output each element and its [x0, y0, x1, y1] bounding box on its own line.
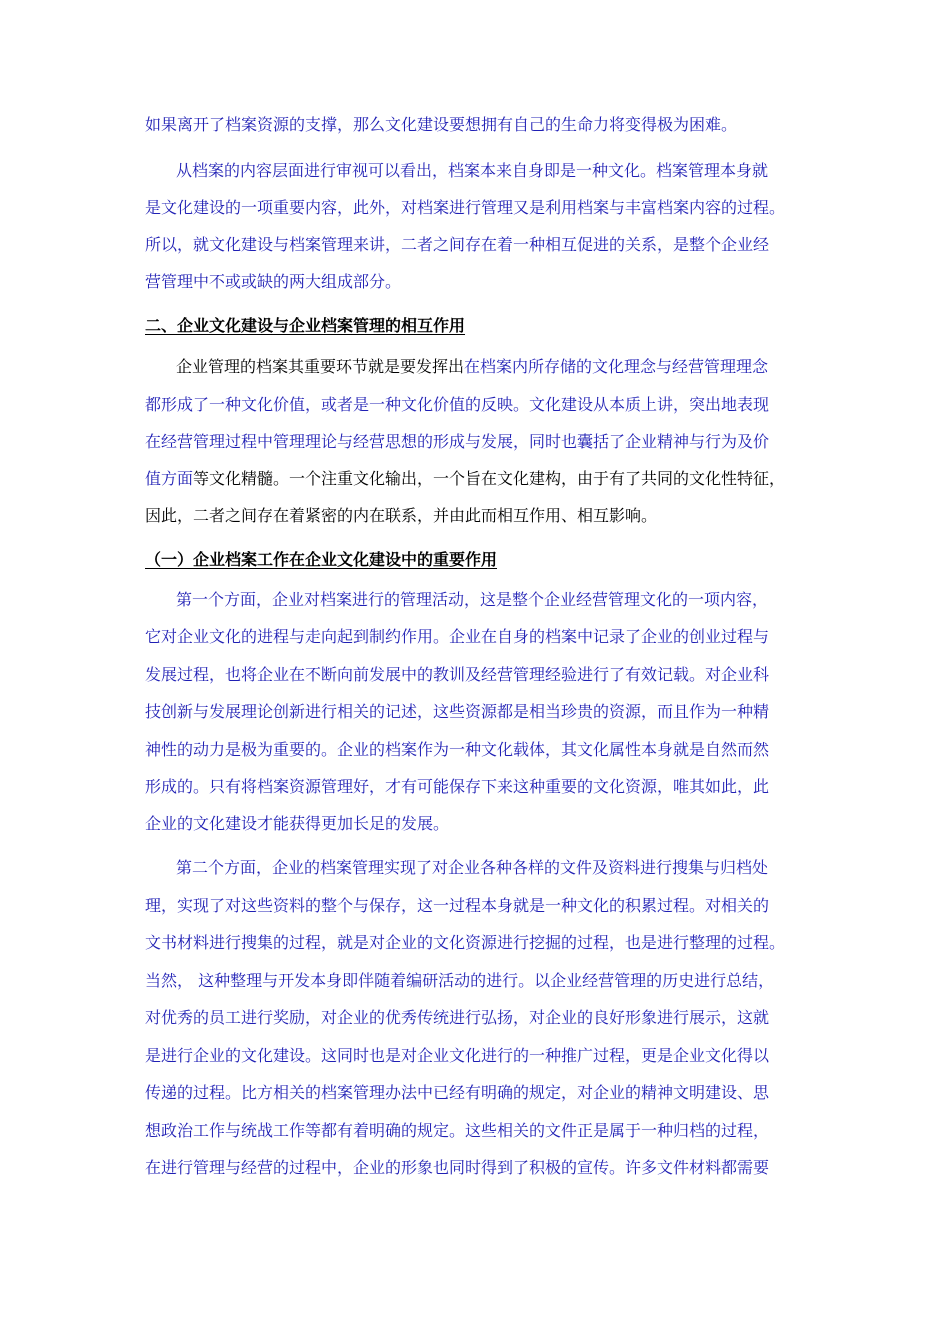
text-line: 它对企业文化的进程与走向起到制约作用。企业在自身的档案中记录了企业的创业过程与	[145, 627, 770, 646]
text-line: 在经营管理过程中管理理论与经营思想的形成与发展，同时也囊括了企业精神与行为及价	[145, 432, 770, 451]
text-line: 神性的动力是极为重要的。企业的档案作为一种文化载体，其文化属性本身就是自然而然	[145, 740, 770, 759]
text-line: 当然， 这种整理与开发本身即伴随着编研活动的进行。以企业经营管理的历史进行总结，	[145, 971, 775, 990]
text-line: 营管理中不或或缺的两大组成部分。	[145, 272, 402, 291]
text-line	[176, 356, 768, 378]
text-segment: 在档案内所存储的文化理念与经营管理理念	[464, 357, 769, 376]
text-line: 想政治工作与统战工作等都有着明确的规定。这些相关的文件正是属于一种归档的过程，	[145, 1121, 770, 1140]
text-line: 企业的文化建设才能获得更加长足的发展。	[145, 814, 450, 833]
text-line: 技创新与发展理论创新进行相关的记述，这些资源都是相当珍贵的资源，而且作为一种精	[145, 702, 770, 721]
text-line: 第一个方面，企业对档案进行的管理活动，这是整个企业经营管理文化的一项内容，	[176, 590, 769, 609]
section-heading: （一）企业档案工作在企业文化建设中的重要作用	[145, 550, 498, 569]
text-line: 因此，二者之间存在着紧密的内在联系，并由此而相互作用、相互影响。	[145, 506, 658, 525]
text-line: 对优秀的员工进行奖励，对企业的优秀传统进行弘扬，对企业的良好形象进行展示，这就	[145, 1008, 770, 1027]
text-line: 是进行企业的文化建设。这同时也是对企业文化进行的一种推广过程，更是企业文化得以	[145, 1046, 770, 1065]
text-line: 第二个方面，企业的档案管理实现了对企业各种各样的文件及资料进行搜集与归档处	[176, 858, 769, 877]
text-segment: 值方面	[145, 469, 194, 488]
text-segment: 企业管理的档案其重要环节就是要发挥出	[176, 357, 465, 376]
text-line: 文书材料进行搜集的过程，就是对企业的文化资源进行挖掘的过程，也是进行整理的过程。	[145, 933, 786, 952]
text-line: 传递的过程。比方相关的档案管理办法中已经有明确的规定，对企业的精神文明建设、思	[145, 1083, 770, 1102]
text-line: 在进行管理与经营的过程中，企业的形象也同时得到了积极的宣传。许多文件材料都需要	[145, 1158, 770, 1177]
text-line: 都形成了一种文化价值，或者是一种文化价值的反映。文化建设从本质上讲，突出地表现	[145, 395, 770, 414]
text-line: 如果离开了档案资源的支撑，那么文化建设要想拥有自己的生命力将变得极为困难。	[145, 115, 738, 134]
text-line: 从档案的内容层面进行审视可以看出，档案本来自身即是一种文化。档案管理本身就	[176, 161, 769, 180]
text-segment: 等文化精髓。一个注重文化输出，一个旨在文化建构，由于有了共同的文化性特征，	[193, 469, 786, 488]
section-heading: 二、企业文化建设与企业档案管理的相互作用	[145, 316, 466, 335]
text-line	[145, 468, 785, 490]
text-line: 所以，就文化建设与档案管理来讲，二者之间存在着一种相互促进的关系，是整个企业经	[145, 235, 770, 254]
text-line: 发展过程，也将企业在不断向前发展中的教训及经营管理经验进行了有效记载。对企业科	[145, 665, 770, 684]
text-line: 是文化建设的一项重要内容，此外，对档案进行管理又是利用档案与丰富档案内容的过程。	[145, 198, 786, 217]
text-line: 形成的。只有将档案资源管理好，才有可能保存下来这种重要的文化资源，唯其如此，此	[145, 777, 770, 796]
text-line: 理，实现了对这些资料的整个与保存，这一过程本身就是一种文化的积累过程。对相关的	[145, 896, 770, 915]
